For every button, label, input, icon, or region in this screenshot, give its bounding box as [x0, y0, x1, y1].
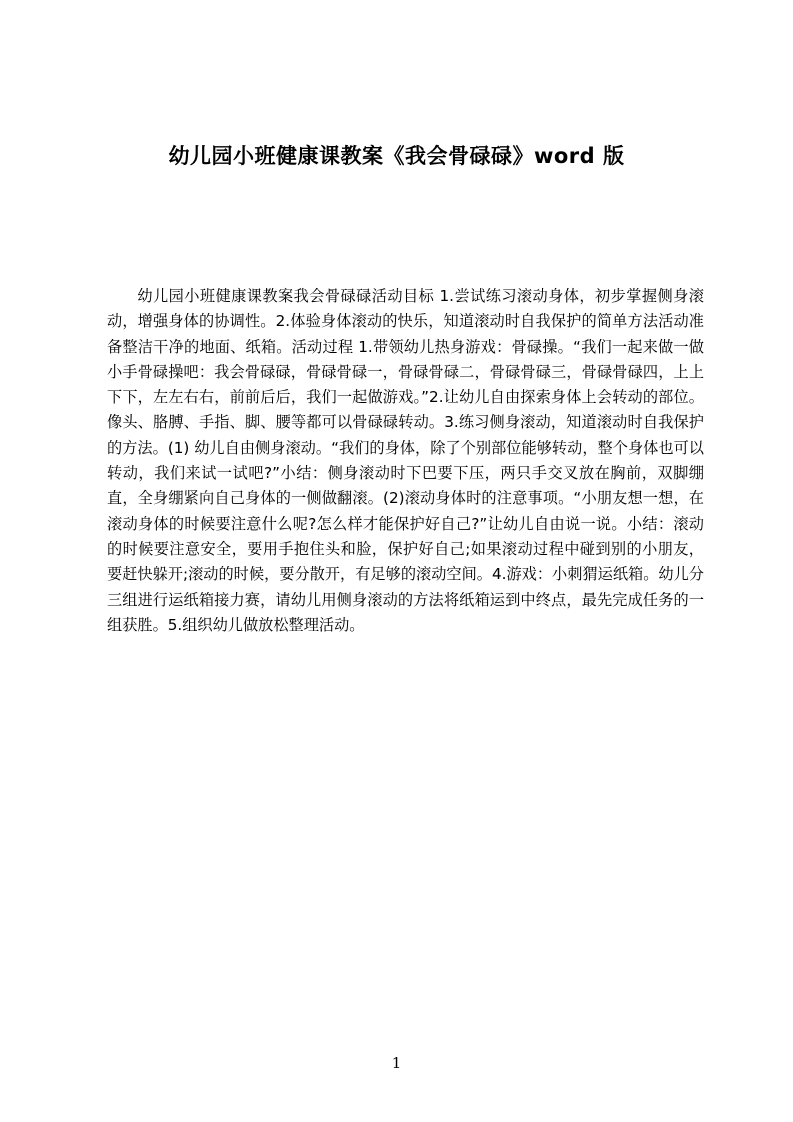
- document-title: 幼儿园小班健康课教案《我会骨碌碌》word 版: [168, 144, 625, 168]
- body-paragraph: 幼儿园小班健康课教案我会骨碌碌活动目标 1.尝试练习滚动身体，初步掌握侧身滚动，增强身体的协调性。2.体验身体滚动的快乐，知道滚动时自我保护的简单方法活动准备整洁干净的地面、纸箱。活动过程 1.带领幼儿热身游戏：骨碌操。“我们一起来做一做小手骨碌操吧：我会骨碌碌，骨碌骨碌一，骨碌骨碌二，骨碌骨碌三，骨碌骨碌四，上上下下，左左右右，前前后后，我们一起做游戏。”2.让幼儿自由探索身体上会转动的部位。像头、胳膊、手指、脚、腰等都可以骨碌碌转动。3.练习侧身滚动，知道滚动时自我保护的方法。(1) 幼儿自由侧身滚动。“我们的身体，除了个别部位能够转动，整个身体也可以转动，我们来试一试吧?”小结：侧身滚动时下巴要下压，两只手交叉放在胸前，双脚绷直，全身绷紧向自己身体的一侧做翻滚。(2)滚动身体时的注意事项。“小朋友想一想，在滚动身体的时候要注意什么呢?怎么样才能保护好自己?”让幼儿自由说一说。小结：滚动的时候要注意安全，要用手抱住头和脸，保护好自己;如果滚动过程中碰到别的小朋友，要赶快躲开;滚动的时候，要分散开，有足够的滚动空间。4.游戏：小刺猬运纸箱。幼儿分三组进行运纸箱接力赛，请幼儿用侧身滚动的方法将纸箱运到中终点，最先完成任务的一组获胜。5.组织幼儿做放松整理活动。: [107, 287, 704, 634]
- page-number: 1: [391, 1054, 402, 1072]
